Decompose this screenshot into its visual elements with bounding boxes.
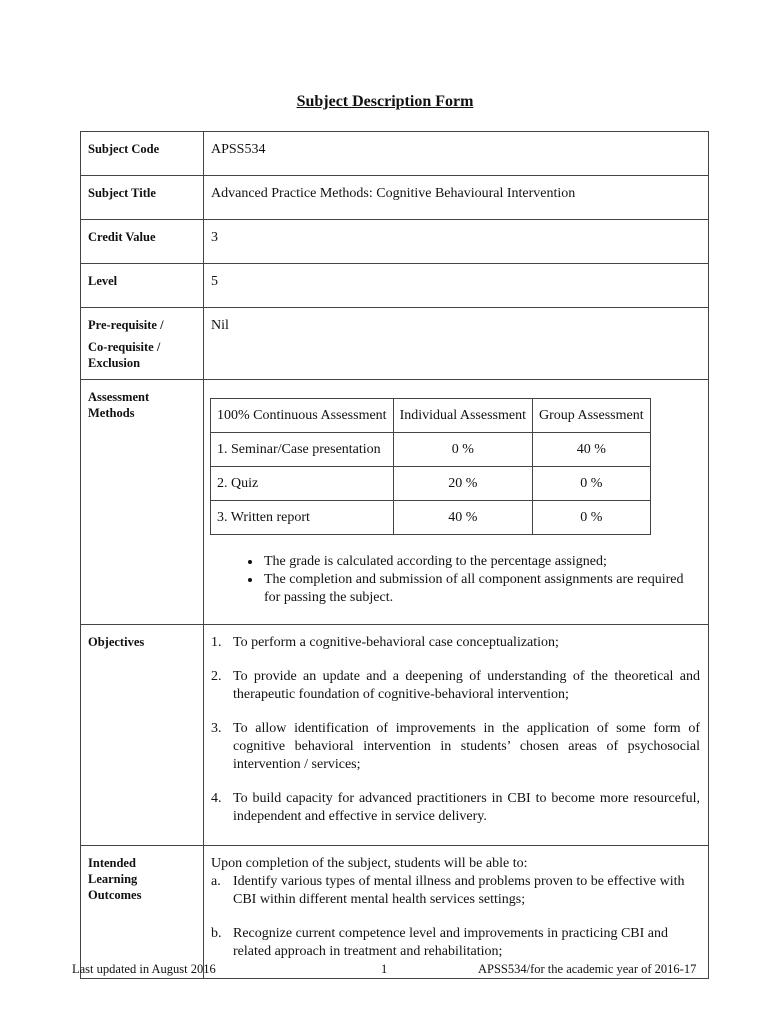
assessment-cell: 0 % [532, 467, 650, 501]
assessment-cell: 2. Quiz [211, 467, 394, 501]
level-value: 5 [204, 264, 709, 308]
objective-number: 3. [211, 721, 222, 736]
assessment-cell: 40 % [532, 433, 650, 467]
objective-item [211, 790, 708, 826]
objective-text: To perform a cognitive-behavioral case conceptualization; [233, 635, 559, 650]
credit-value-value: 3 [204, 220, 709, 264]
learning-outcome-letter: b. [211, 926, 222, 941]
learning-outcomes-intro: Upon completion of the subject, students will be able to: [211, 856, 528, 871]
row-subject-title [81, 176, 709, 220]
objective-number: 4. [211, 791, 222, 806]
objective-item [211, 634, 708, 652]
learning-outcome-item [211, 925, 708, 961]
learning-outcome-text: Recognize current competence level and improvements in practicing CBI and related approach in treatment and rehabilitation; [233, 926, 669, 959]
assessment-row [211, 433, 651, 467]
objectives-content [204, 625, 709, 846]
credit-value-label: Credit Value [81, 220, 204, 264]
assessment-notes [210, 553, 702, 607]
assessment-row [211, 467, 651, 501]
footer-academic-year: APSS534/for the academic year of 2016-17 [478, 962, 697, 976]
level-label: Level [81, 264, 204, 308]
assessment-label-line2: Methods [88, 406, 135, 420]
assessment-note: • The completion and submission of all component assignments are required for passing the subject. [262, 571, 702, 607]
subject-code-label: Subject Code [81, 132, 204, 176]
assessment-row [211, 501, 651, 535]
assessment-note: • The grade is calculated according to the percentage assigned; [262, 553, 702, 571]
objective-number: 2. [211, 669, 222, 684]
objective-text: To allow identification of improvements in the application of some form of cognitive behavioral intervention in students’ chosen areas of psychosocial intervention / services; [233, 721, 700, 772]
learning-outcome-letter: a. [211, 874, 221, 889]
assessment-cell: 0 % [532, 501, 650, 535]
subject-title-value: Advanced Practice Methods: Cognitive Behavioural Intervention [204, 176, 709, 220]
prerequisite-label [81, 308, 204, 380]
page-title: Subject Description Form [296, 93, 474, 110]
row-prerequisite [81, 308, 709, 380]
objective-item [211, 720, 708, 774]
row-credit-value [81, 220, 709, 264]
objectives-label: Objectives [81, 625, 204, 846]
prerequisite-label-line2: Co-requisite / [88, 340, 161, 354]
learning-outcomes-label-line2: Learning [88, 872, 138, 886]
prerequisite-label-line3: Exclusion [88, 356, 141, 370]
assessment-cell: 3. Written report [211, 501, 394, 535]
assessment-label [81, 380, 204, 625]
assessment-table [210, 398, 651, 535]
assessment-cell: 40 % [393, 501, 532, 535]
objective-number: 1. [211, 635, 222, 650]
assessment-cell: 1. Seminar/Case presentation [211, 433, 394, 467]
assessment-content [204, 380, 709, 625]
prerequisite-value: Nil [204, 308, 709, 380]
subject-code-value: APSS534 [204, 132, 709, 176]
objectives-list [211, 634, 708, 826]
learning-outcomes-label-line3: Outcomes [88, 888, 142, 902]
row-learning-outcomes [81, 846, 709, 979]
assessment-label-line1: Assessment [88, 390, 150, 404]
learning-outcome-text: Identify various types of mental illness and problems proven to be effective with CBI within different mental health services settings; [233, 874, 685, 907]
subject-form-table [80, 131, 709, 979]
assessment-cell: 0 % [393, 433, 532, 467]
assessment-header-cell: 100% Continuous Assessment [211, 399, 394, 433]
prerequisite-label-line1: Pre-requisite / [88, 318, 164, 332]
assessment-header-cell: Group Assessment [532, 399, 650, 433]
learning-outcomes-content [204, 846, 709, 979]
row-subject-code [81, 132, 709, 176]
footer-last-updated: Last updated in August 2016 [72, 962, 216, 976]
learning-outcomes-label [81, 846, 204, 979]
row-objectives [81, 625, 709, 846]
subject-title-label: Subject Title [81, 176, 204, 220]
footer-page-number: 1 [381, 962, 388, 976]
assessment-cell: 20 % [393, 467, 532, 501]
objective-text: To provide an update and a deepening of understanding of the theoretical and therapeutic foundation of cognitive-behavioral intervention; [233, 669, 700, 702]
objective-text: To build capacity for advanced practitioners in CBI to become more resourceful, independent and effective in service delivery. [233, 791, 700, 824]
learning-outcomes-list [211, 873, 708, 961]
assessment-header-row [211, 399, 651, 433]
learning-outcomes-label-line1: Intended [88, 856, 136, 870]
row-level [81, 264, 709, 308]
row-assessment [81, 380, 709, 625]
assessment-header-cell: Individual Assessment [393, 399, 532, 433]
learning-outcome-item [211, 873, 708, 909]
objective-item [211, 668, 708, 704]
